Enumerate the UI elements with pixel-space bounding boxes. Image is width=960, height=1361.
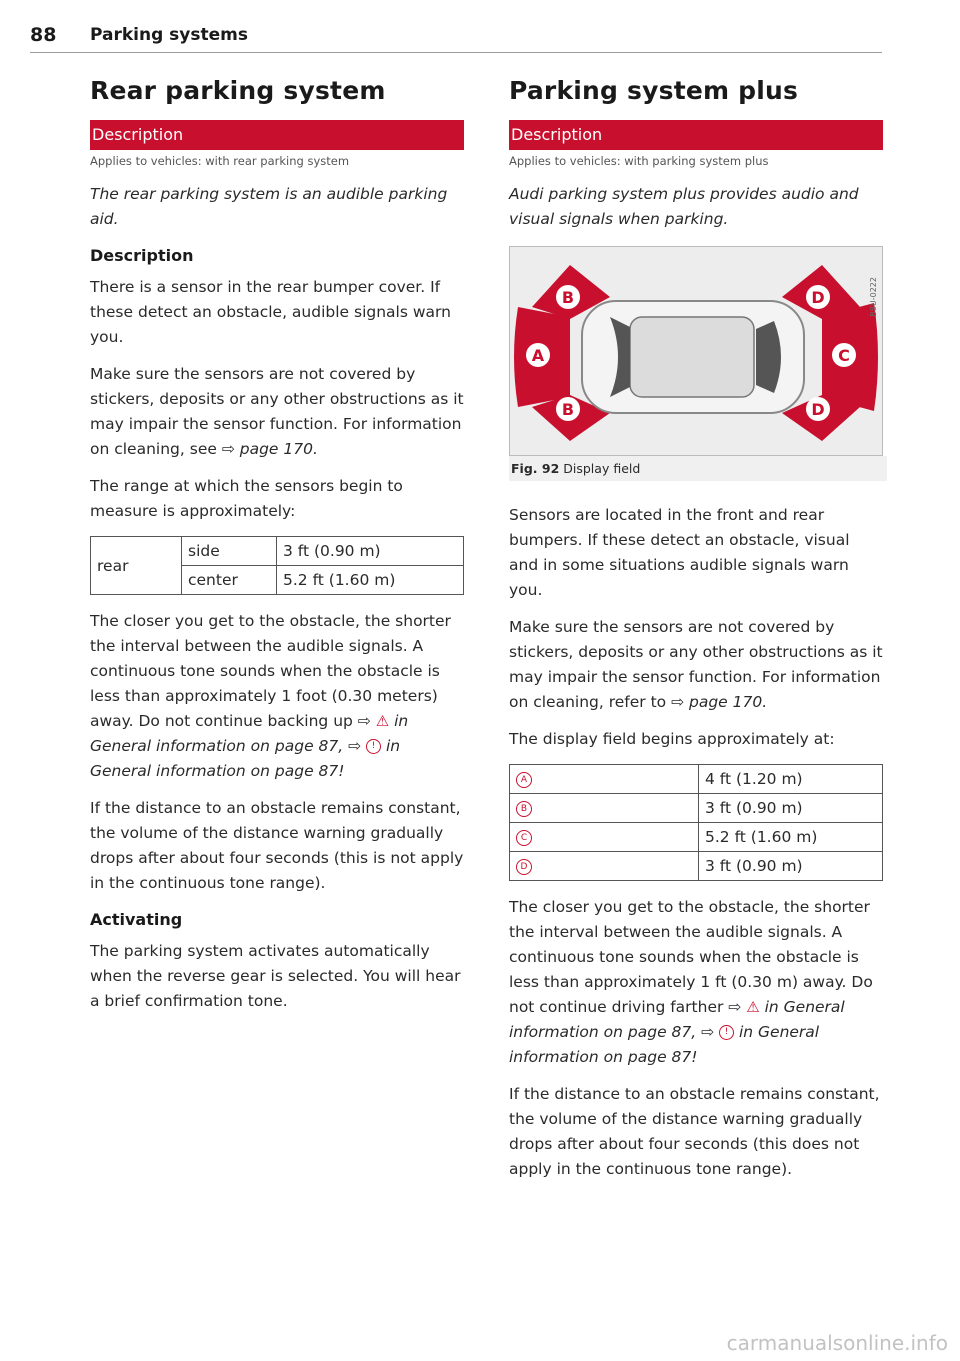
- description-bar: Description: [90, 120, 464, 150]
- zone-d-label: D: [811, 400, 825, 419]
- zone-b-symbol: B: [516, 801, 532, 817]
- warning-icon: ⚠: [746, 998, 760, 1016]
- paragraph: Sensors are located in the front and rear bumpers. If these detect an obstacle, visual and in some situations audible signals warn you.: [509, 506, 850, 599]
- table-cell: 3 ft (0.90 m): [699, 794, 883, 823]
- rear-window: [756, 321, 781, 393]
- paragraph: Make sure the sensors are not covered by stickers, deposits or any other obstructions as it may impair the sensor function. For information on cleaning, refer to ⇨ page 170.: [509, 618, 883, 711]
- description-bar: Description: [509, 120, 883, 150]
- table-cell: 5.2 ft (1.60 m): [277, 566, 464, 595]
- car-sensor-diagram: [510, 247, 882, 455]
- table-cell: 4 ft (1.20 m): [699, 765, 883, 794]
- page-header: [30, 24, 882, 53]
- zone-a-symbol: A: [516, 772, 532, 788]
- table-cell: [510, 852, 699, 881]
- paragraph: Make sure the sensors are not covered by stickers, deposits or any other obstructions as it may impair the sensor function. For information on cleaning, see ⇨ page 170.: [90, 365, 464, 458]
- warning-icon: ⚠: [375, 712, 390, 730]
- note-icon: !: [366, 739, 381, 754]
- table-cell: 3 ft (0.90 m): [699, 852, 883, 881]
- zone-b-label: B: [561, 288, 575, 307]
- page-number: 88: [30, 24, 57, 46]
- applies-note: Applies to vehicles: with parking system plus: [509, 154, 769, 168]
- table-cell: [510, 794, 699, 823]
- page-link[interactable]: ⇨ page 170.: [671, 693, 768, 711]
- table-cell: 5.2 ft (1.60 m): [699, 823, 883, 852]
- zone-b-label: B: [561, 400, 575, 419]
- table-row: [510, 852, 883, 881]
- paragraph: If the distance to an obstacle remains constant, the volume of the distance warning gradually drops after about four seconds (this does not apply in the continuous tone range).: [509, 1085, 880, 1178]
- note-icon: !: [719, 1025, 734, 1040]
- paragraph: The closer you get to the obstacle, the shorter the interval between the audible signals. A continuous tone sounds when the obstacle is less than approximately 1 foot (0.30 meters) away. Do not continue backing up ⇨ ⚠ in General information on page 87, ⇨ ! in General information on page 87!: [90, 612, 451, 780]
- applies-note: Applies to vehicles: with rear parking system: [90, 154, 350, 168]
- zone-d-label: D: [811, 288, 825, 307]
- paragraph: If the distance to an obstacle remains constant, the volume of the distance warning gradually drops after about four seconds (this is not apply in the continuous tone range).: [90, 799, 464, 892]
- table-cell: center: [182, 566, 277, 595]
- table-cell: rear: [91, 537, 182, 595]
- table-row: [510, 794, 883, 823]
- paragraph: The display field begins approximately at:: [509, 730, 835, 748]
- intro-text: The rear parking system is an audible parking aid.: [90, 185, 448, 228]
- note-link[interactable]: in General information on page 87!: [509, 1023, 820, 1066]
- left-column: [90, 74, 464, 1026]
- table-row: [510, 823, 883, 852]
- warning-link[interactable]: in General information on page 87,: [509, 998, 845, 1041]
- display-field-figure: [509, 246, 883, 456]
- intro-text: Audi parking system plus provides audio and visual signals when parking.: [509, 185, 859, 228]
- car-roof: [630, 317, 754, 397]
- paragraph: The parking system activates automatically when the reverse gear is selected. You will hear a brief confirmation tone.: [90, 942, 461, 1010]
- parking-plus-title: Parking system plus: [509, 76, 799, 105]
- right-column: [509, 74, 883, 1194]
- warning-link[interactable]: in General information on page 87,: [90, 712, 409, 755]
- table-cell: [510, 765, 699, 794]
- zone-c-label: C: [838, 346, 850, 365]
- sensor-range-table: [90, 536, 464, 595]
- paragraph: The range at which the sensors begin to measure is approximately:: [90, 477, 403, 520]
- page-link[interactable]: ⇨ page 170.: [221, 440, 318, 458]
- description-heading: Description: [90, 246, 194, 265]
- paragraph: The closer you get to the obstacle, the shorter the interval between the audible signals. A continuous tone sounds when the obstacle is less than approximately 1 ft (0.30 m) away. Do not continue driving farther ⇨ ⚠ in General information on page 87, ⇨ ! in General information on page 87!: [509, 898, 873, 1066]
- rear-parking-title: Rear parking system: [90, 76, 386, 105]
- table-cell: 3 ft (0.90 m): [277, 537, 464, 566]
- zone-c-symbol: C: [516, 830, 532, 846]
- table-row: [510, 765, 883, 794]
- zone-d-symbol: D: [516, 859, 532, 875]
- figure-code: B8U-0222: [869, 277, 878, 317]
- table-row: [91, 537, 464, 566]
- figure-caption: Fig. 92 Display field: [509, 456, 887, 481]
- section-title: Parking systems: [90, 25, 248, 45]
- table-cell: side: [182, 537, 277, 566]
- activating-heading: Activating: [90, 910, 183, 929]
- site-watermark: carmanualsonline.info: [726, 1331, 948, 1355]
- zone-a-label: A: [531, 346, 545, 365]
- note-link[interactable]: in General information on page 87!: [90, 737, 401, 780]
- display-field-table: [509, 764, 883, 881]
- table-cell: [510, 823, 699, 852]
- paragraph: There is a sensor in the rear bumper cover. If these detect an obstacle, audible signals warn you.: [90, 278, 451, 346]
